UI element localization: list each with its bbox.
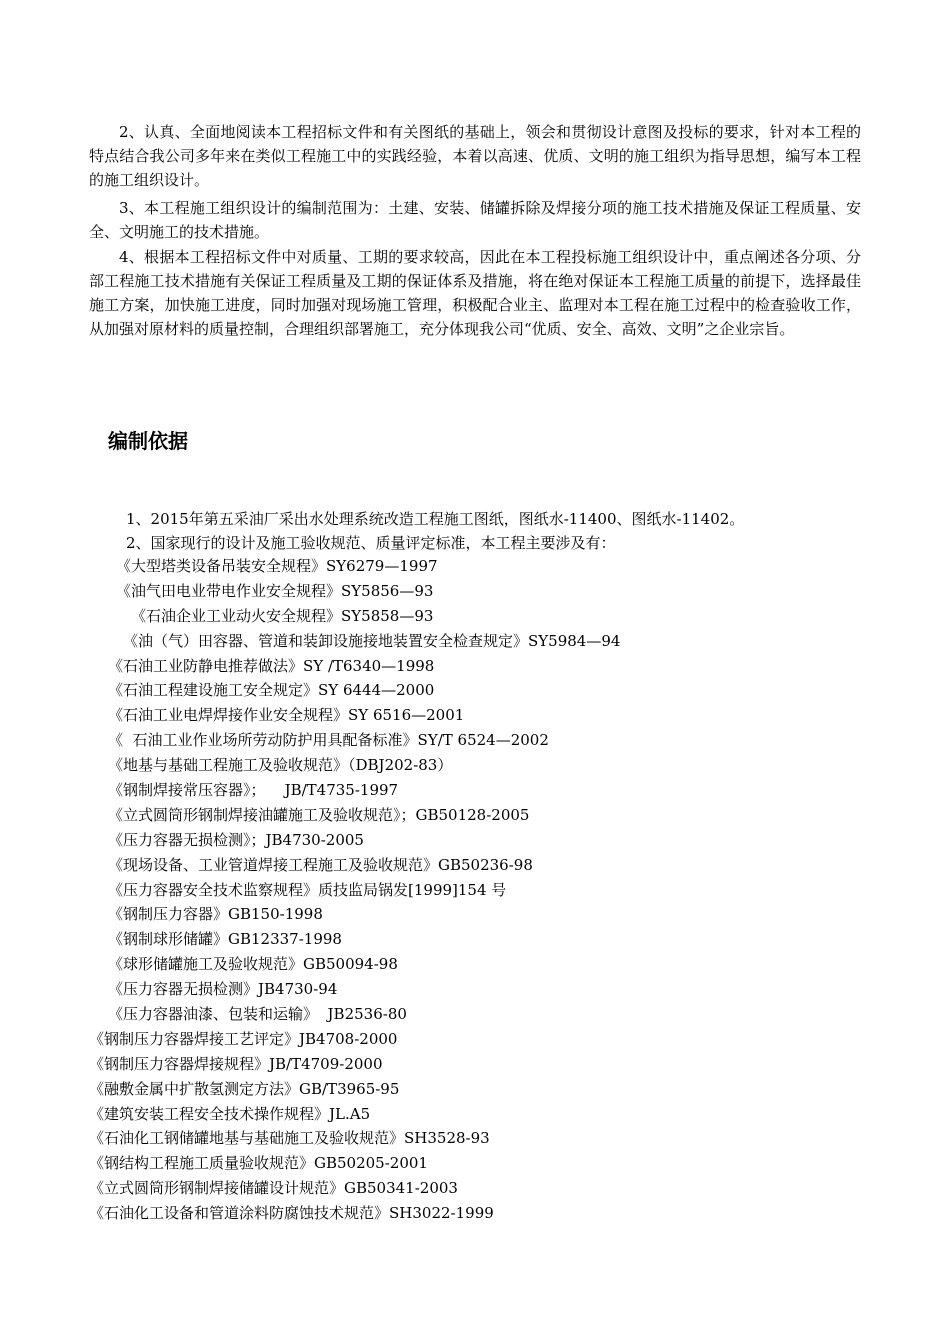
reference-item: 《钢制压力容器焊接工艺评定》JB4708-2000 [89,1029,398,1048]
reference-item: 《立式圆筒形钢制焊接储罐设计规范》GB50341-2003 [89,1179,458,1198]
reference-item: 《石油工程建设施工安全规定》SY 6444—2000 [108,681,435,700]
paragraph-item-4: 4、根据本工程招标文件中对质量、工期的要求较高，因此在本工程投标施工组织设计中，重点阐述各分项、分部工程施工技术措施有关保证工程质量及工期的保证体系及措施，将在绝对保证本工程施工质量的前提下，选择最佳施工方案，加快施工进度，同时加强对现场施工管理，积极配合业主、监理对本工程在施工过程中的检查验收工作，从加强对原材料的质量控制，合理组织部署施工，充分体现我公司“优质、安全、高效、文明”之企业宗旨。 [89,248,861,338]
paragraph-item-2: 2、认真、全面地阅读本工程招标文件和有关图纸的基础上，领会和贯彻设计意图及投标的要求，针对本工程的特点结合我公司多年来在类似工程施工中的实践经验，本着以高速、优质、文明的施工组织为指导思想，编写本工程的施工组织设计。 [89,123,861,189]
reference-item: 《融敷金属中扩散氢测定方法》GB/T3965-95 [89,1079,400,1098]
reference-item: 《石油工业防静电推荐做法》SY /T6340—1998 [108,656,435,675]
reference-item: 《现场设备、工业管道焊接工程施工及验收规范》GB50236-98 [108,855,533,874]
reference-item: 《钢制球形储罐》GB12337-1998 [108,930,342,949]
reference-item: 《地基与基础工程施工及验收规范》（DBJ202-83） [108,756,453,775]
reference-list [0,554,950,1226]
reference-item: 《石油工业电焊焊接作业安全规程》SY 6516—2001 [108,706,465,725]
reference-item: 《钢制焊接常压容器》； JB/T4735-1997 [108,781,399,800]
reference-item: 《压力容器无损检测》；JB4730-2005 [108,830,364,849]
reference-item: 《压力容器无损检测》JB4730-94 [108,980,338,999]
basis-item-drawings: 1、2015年第五采油厂采出水处理系统改造工程施工图纸，图纸水-11400、图纸水-11402。 [126,510,745,528]
reference-item: 《石油化工设备和管道涂料防腐蚀技术规范》SH3022-1999 [89,1204,494,1223]
reference-item: 《压力容器安全技术监察规程》质技监局锅发[1999]154 号 [108,880,507,899]
reference-item: 《油气田电业带电作业安全规程》SY5856—93 [116,581,434,600]
reference-item: 《球形储罐施工及验收规范》GB50094-98 [108,955,398,974]
reference-item: 《钢结构工程施工质量验收规范》GB50205-2001 [89,1154,428,1173]
reference-item: 《钢制压力容器焊接规程》JB/T4709-2000 [89,1054,383,1073]
reference-item: 《建筑安装工程安全技术操作规程》JL.A5 [89,1104,371,1123]
reference-item: 《压力容器油漆、包装和运输》 JB2536-80 [108,1005,407,1024]
reference-item: 《石油企业工业动火安全规程》SY5858—93 [131,606,434,625]
reference-item: 《油（气）田容器、管道和装卸设施接地装置安全检查规定》SY5984—94 [123,631,621,650]
reference-item: 《 石油工业作业场所劳动防护用具配备标准》SY/T 6524—2002 [108,731,549,750]
basis-item-standards: 2、国家现行的设计及施工验收规范、质量评定标准，本工程主要涉及有： [126,534,616,552]
section-heading: 编制依据 [108,429,188,453]
reference-item: 《大型塔类设备吊装安全规程》SY6279—1997 [116,557,438,575]
reference-item: 《钢制压力容器》GB150-1998 [108,905,323,924]
reference-item: 《石油化工钢储罐地基与基础施工及验收规范》SH3528-93 [89,1129,490,1148]
reference-item: 《立式圆筒形钢制焊接油罐施工及验收规范》；GB50128-2005 [108,805,530,824]
paragraph-item-3: 3、本工程施工组织设计的编制范围为：土建、安装、储罐拆除及焊接分项的施工技术措施及保证工程质量、安全、文明施工的技术措施。 [89,199,861,241]
